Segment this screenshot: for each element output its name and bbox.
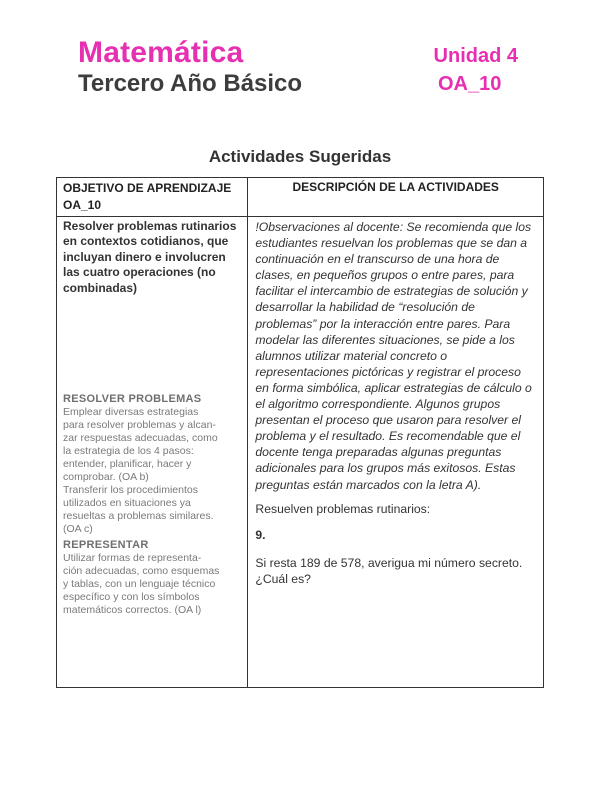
description-cell bbox=[248, 217, 544, 688]
skill-line: ción adecuadas, como esquemas bbox=[63, 565, 220, 578]
skill-line: utilizados en situaciones ya bbox=[63, 497, 191, 510]
task-text: Si resta 189 de 578, averigua mi número secreto. ¿Cuál es? bbox=[255, 555, 523, 586]
description-block bbox=[248, 217, 543, 587]
description-header-cell bbox=[248, 178, 544, 217]
skill-resolver bbox=[63, 392, 241, 536]
page-header bbox=[78, 36, 528, 106]
skill-line: matemáticos correctos. (OA l) bbox=[63, 604, 202, 617]
teacher-observations: !Observaciones al docente: Se recomienda que los estudiantes resuelvan los problemas que se dan a continuación en el transcurso de una hora de clases, en pequeños grupos o entre pares, para facilitar el intercambio de estrategias de solución y desarrollar la habilidad de “resolución de problemas” por la interacción entre pares. Para modelar las diferentes situaciones, se pide a los alumnos utilizar material concreto o representaciones pictóricas y registrar el proceso en forma simbólica, aplicar estrategias de cálculo o el algoritmo correspondiente. Algunos grupos presentan el proceso que usaron para resolver el problema y el resultado. Es recomendable que el docente tenga preparadas algunas preguntas adicionales para los grupos más exitosos. Estas preguntas están marcados con la letra A). bbox=[255, 220, 532, 492]
skill-line: específico y con los símbolos bbox=[63, 591, 200, 604]
oa-code-label: OA_10 bbox=[438, 73, 502, 95]
table-header-row bbox=[57, 178, 544, 217]
skill-line: comprobar. (OA b) bbox=[63, 471, 149, 484]
table-body-row bbox=[57, 217, 544, 688]
task-intro: Resuelven problemas rutinarios: bbox=[255, 501, 431, 516]
skills-block bbox=[57, 392, 247, 617]
skill-line: para resolver problemas y alcan- bbox=[63, 419, 216, 432]
task-number: 9. bbox=[255, 527, 266, 542]
skill-line: la estrategia de los 4 pasos: bbox=[63, 445, 194, 458]
objective-header-cell bbox=[57, 178, 248, 217]
activities-table bbox=[56, 177, 544, 688]
objective-text: Resolver problemas rutinarios en contextos cotidianos, que incluyan dinero e involucren las cuatro operaciones (no combinadas) bbox=[63, 219, 237, 295]
skill-title: RESOLVER PROBLEMAS bbox=[63, 393, 202, 406]
skill-line: resueltas a problemas similares. bbox=[63, 510, 214, 523]
skill-line: Utilizar formas de representa- bbox=[63, 552, 202, 565]
subject-title: Matemática bbox=[78, 36, 244, 69]
skill-line: zar respuestas adecuadas, como bbox=[63, 432, 218, 445]
skill-line: y tablas, con un lenguaje técnico bbox=[63, 578, 216, 591]
skill-title: REPRESENTAR bbox=[63, 539, 149, 552]
section-title: Actividades Sugeridas bbox=[208, 147, 392, 166]
skill-line: Emplear diversas estrategias bbox=[63, 406, 199, 419]
description-header: DESCRIPCIÓN DE LA ACTIVIDADES bbox=[292, 180, 499, 194]
grade-title: Tercero Año Básico bbox=[78, 70, 303, 97]
skill-line: (OA c) bbox=[63, 523, 93, 536]
skill-representar bbox=[63, 538, 241, 617]
skill-line: Transferir los procedimientos bbox=[63, 484, 198, 497]
unit-label: Unidad 4 bbox=[433, 45, 518, 67]
skill-line: entender, planificar, hacer y bbox=[63, 458, 192, 471]
objective-cell bbox=[57, 217, 248, 688]
objective-header: OBJETIVO DE APRENDIZAJE OA_10 bbox=[63, 181, 232, 212]
